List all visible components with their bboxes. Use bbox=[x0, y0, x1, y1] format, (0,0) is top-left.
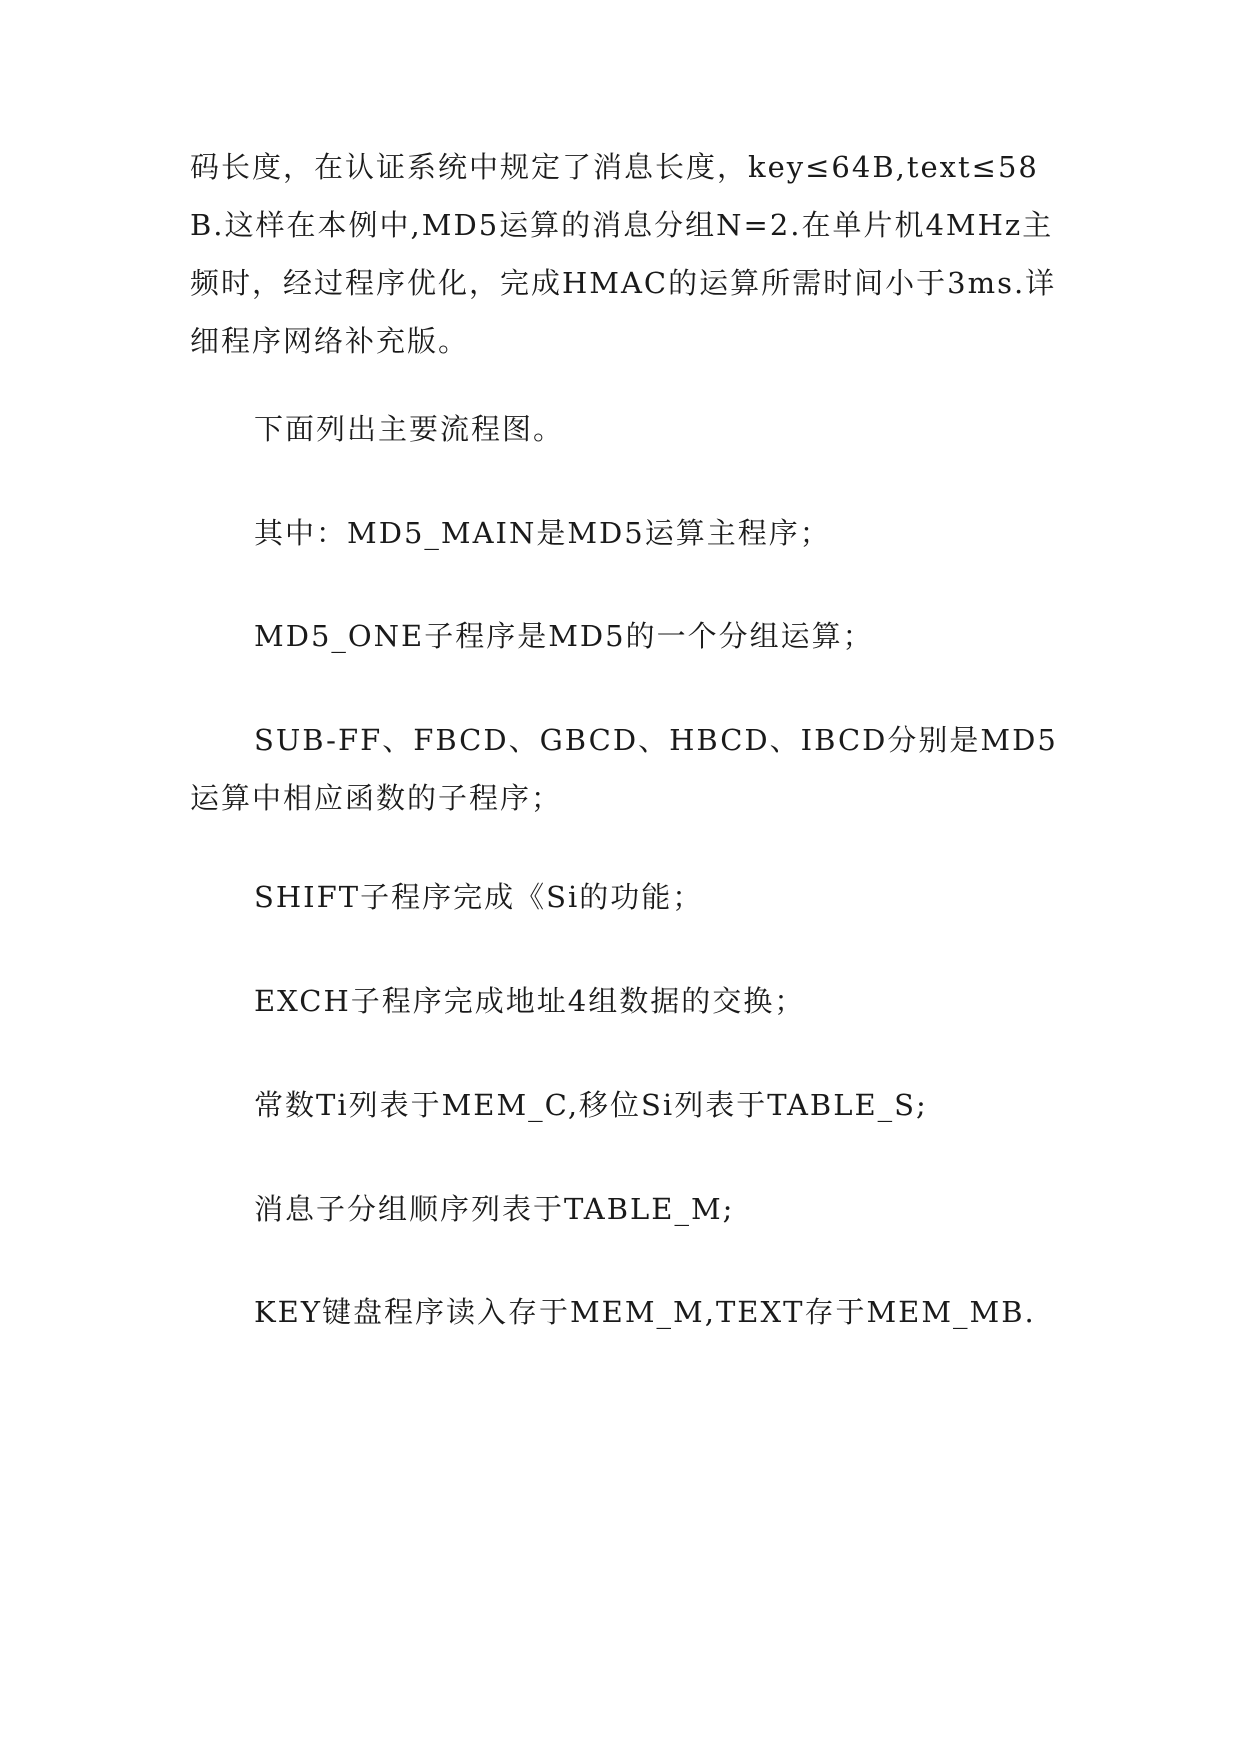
paragraph-exch: EXCH子程序完成地址4组数据的交换； bbox=[254, 984, 806, 1018]
paragraph-table-m: 消息子分组顺序列表于TABLE_M; bbox=[254, 1192, 735, 1226]
paragraph-sub-functions: SUB-FF、FBCD、GBCD、HBCD、IBCD分别是MD5运算中相应函数的子程序； bbox=[190, 723, 1058, 815]
paragraph-constants: 常数Ti列表于MEM_C,移位Si列表于TABLE_S; bbox=[254, 1088, 928, 1122]
paragraph-md5-one: MD5_ONE子程序是MD5的一个分组运算； bbox=[254, 619, 874, 653]
paragraph-key: KEY键盘程序读入存于MEM_M,TEXT存于MEM_MB. bbox=[254, 1295, 1036, 1329]
paragraph-intro: 码长度，在认证系统中规定了消息长度，key≤64B,text≤58B.这样在本例中,MD5运算的消息分组N=2.在单片机4MHz主频时，经过程序优化，完成HMAC的运算所需时间小于3ms.详细程序网络补充版。 bbox=[190, 150, 1057, 358]
paragraph-shift: SHIFT子程序完成《Si的功能； bbox=[254, 880, 704, 914]
paragraph-flowchart-heading: 下面列出主要流程图。 bbox=[254, 412, 565, 446]
paragraph-md5-main: 其中：MD5_MAIN是MD5运算主程序； bbox=[254, 516, 831, 550]
